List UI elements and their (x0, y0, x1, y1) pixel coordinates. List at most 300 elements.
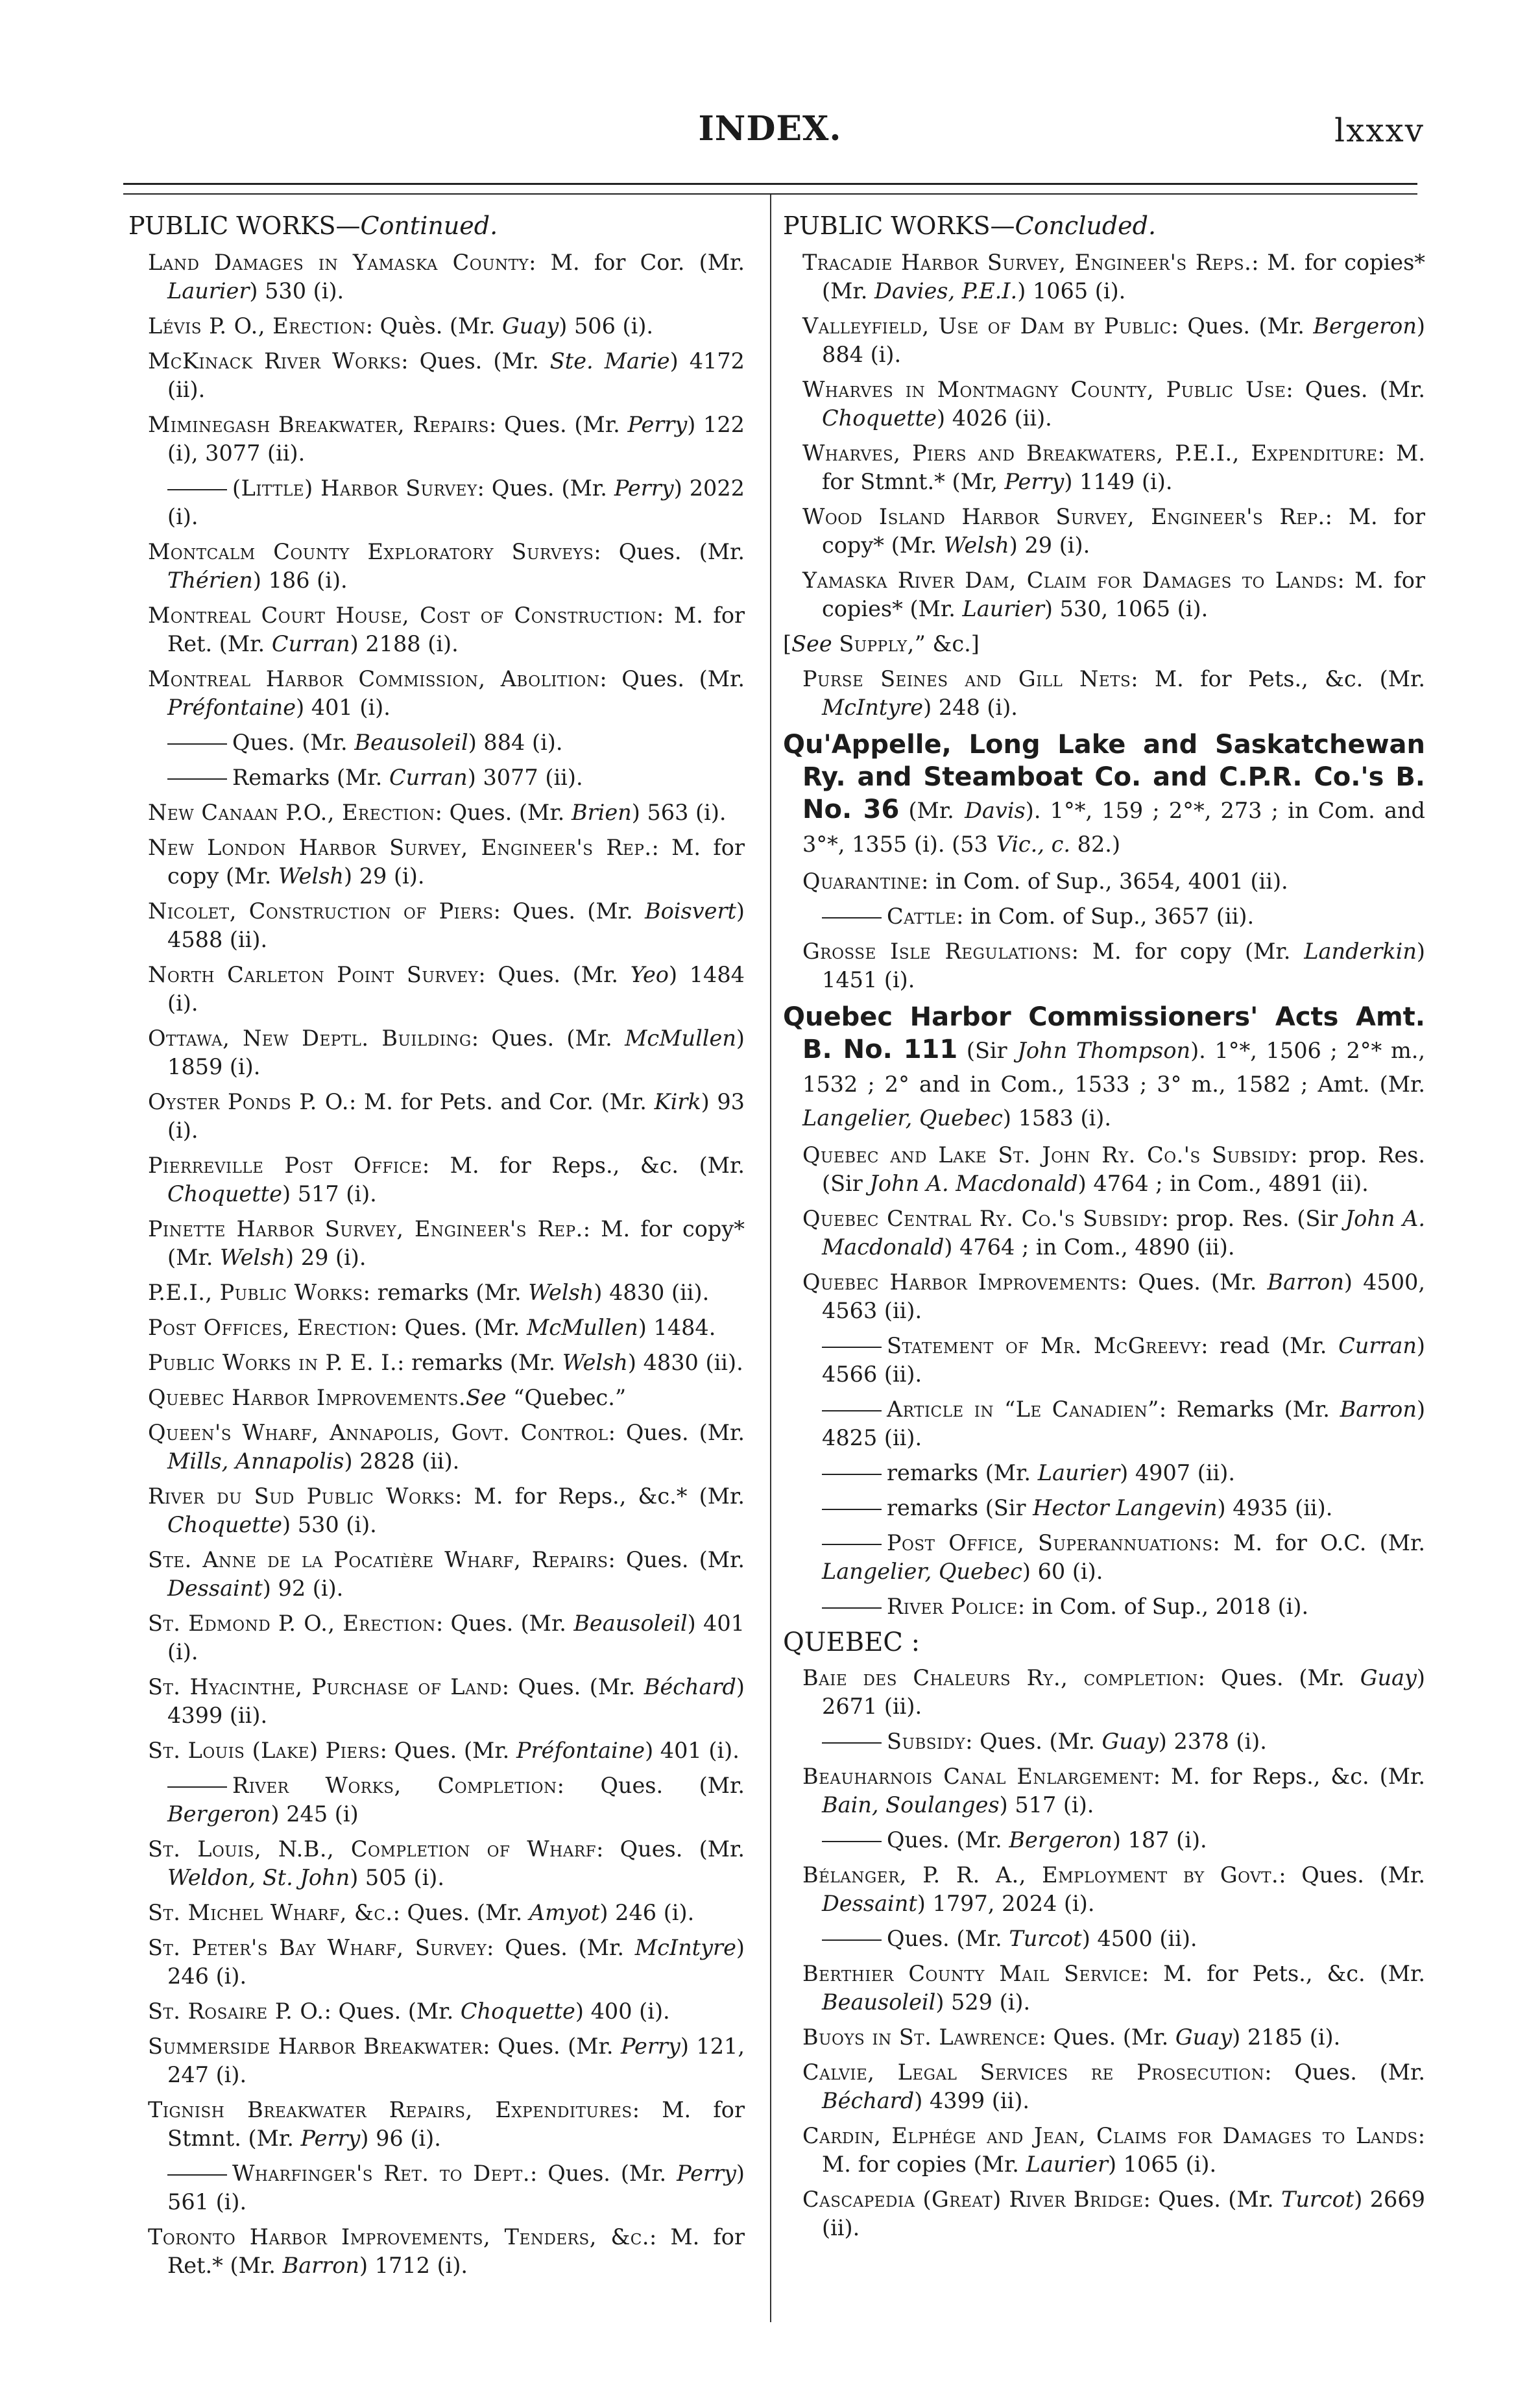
entry-reference: ) 29 (i). (285, 1244, 367, 1270)
entry-text: : M. for Cor. (Mr. (529, 249, 745, 275)
entry-text: : M. for Stmnt.* (Mr, (822, 440, 1425, 494)
entry-text: : in Com. of Sup., 2018 (i). (1017, 1593, 1309, 1619)
entry-member: Perry (621, 2033, 680, 2059)
entry-text: : M. for copies* (Mr. (822, 567, 1425, 621)
heading-text: PUBLIC WORKS (128, 211, 336, 240)
entry-member: Perry (1004, 468, 1065, 494)
entry-reference: ) 92 (i). (262, 1575, 344, 1601)
entry-subject: Yamaska River Dam, Claim for Damages to Lands (802, 567, 1338, 593)
index-entry (128, 798, 745, 827)
entry-reference: ) 29 (i). (343, 863, 425, 889)
bill-rest: ). 1°*, 1506 ; 2°* m., 1532 ; 2° and in Com., 1533 ; 3° m., 1582 ; Amt. (Mr. (802, 1037, 1426, 1097)
entry-text: : M. for Pets., &c. (Mr. (1131, 666, 1425, 691)
entry-member: Dessaint (822, 1890, 917, 1916)
index-entry (128, 1419, 745, 1476)
index-entry (783, 2023, 1425, 2052)
entry-subject: River Works, Completion (232, 1772, 557, 1798)
index-entry (128, 1384, 745, 1412)
entry-reference: ) 4500, 4563 (ii). (822, 1269, 1425, 1323)
entry-text: : remarks (Mr. (397, 1349, 556, 1375)
bill-rest: ). 1°*, 159 ; 2°*, 273 ; in Com. and 3°*, 1355 (i). (53 (802, 797, 1425, 857)
entry-member: Bergeron (1313, 313, 1417, 339)
index-entry (783, 503, 1425, 560)
entry-reference: ) 96 (i). (360, 2125, 441, 2151)
entry-reference: ) 1859 (i). (167, 1025, 745, 1079)
entry-member: Kirk (654, 1088, 701, 1114)
entry-subject: St. Peter's Bay Wharf, Survey (148, 1934, 487, 1960)
entry-reference: ) 246 (i). (167, 1934, 745, 1989)
bill-member: Davis (965, 797, 1026, 823)
index-entry (128, 1024, 745, 1081)
entry-text: : M. for copy (Mr. (1071, 938, 1291, 964)
entry-member: Curran (1338, 1332, 1417, 1358)
entry-member: Davies, P.E.I. (874, 278, 1018, 304)
entry-text: : Ques. (Mr. (1264, 2059, 1425, 2085)
entry-reference: ) 2828 (ii). (344, 1448, 460, 1474)
entry-text: : M. for copies* (Mr. (822, 249, 1426, 304)
bill-rest: (Sir (957, 1037, 1007, 1063)
entry-subject: Bélanger, P. R. A., Employment by Govt. (802, 1862, 1279, 1888)
index-entry (783, 2058, 1425, 2115)
entry-text: : Ques. (Mr. (435, 799, 565, 825)
entry-member: Welsh (562, 1349, 628, 1375)
page-number: lxxxv (1334, 112, 1425, 149)
entry-member: Welsh (943, 532, 1009, 558)
index-entry (128, 1673, 745, 1730)
entry-subject: McKinack River Works (148, 348, 402, 374)
entry-subject: New Canaan P.O., Erection (148, 799, 435, 825)
entry-reference: ) 29 (i). (1009, 532, 1090, 558)
entry-subject: River du Sud Public Works (148, 1483, 455, 1509)
entry-reference: ) 401 (i). (167, 1610, 745, 1664)
entry-reference: ) 401 (i). (296, 694, 391, 720)
entry-text: : M. for Pets., &c. (Mr. (1141, 1960, 1425, 1986)
entry-subject: Quebec Harbor Improvements. (148, 1384, 466, 1410)
bill-entry (783, 1001, 1425, 1134)
heading-suffix: Concluded. (1015, 211, 1157, 240)
entry-reference: ) 248 (i). (923, 694, 1018, 720)
entry-reference: ) 1065 (i). (1107, 2151, 1217, 2177)
entry-member: Yeo (630, 961, 669, 987)
entry-member: Landerkin (1304, 938, 1417, 964)
entry-reference: ) 2378 (i). (1158, 1728, 1267, 1754)
entry-subject: Public Works in P. E. I. (148, 1349, 398, 1375)
entry-text: : M. for Ret. (Mr. (167, 602, 745, 656)
entry-subject: New London Harbor Survey, Engineer's Rep. (148, 834, 652, 860)
entry-text: : M. for O.C. (Mr. (1212, 1530, 1425, 1555)
ditto-dash (822, 1509, 882, 1510)
entry-text: : remarks (Mr. (363, 1279, 522, 1305)
entry-subject: Cattle (887, 903, 957, 929)
entry-reference: ) 1797, 2024 (i). (917, 1890, 1095, 1916)
index-entry (783, 1925, 1425, 1953)
index-entry (783, 312, 1425, 369)
entry-subject: St. Louis (Lake) Piers (148, 1737, 380, 1763)
index-entry (783, 2185, 1425, 2242)
entry-reference: ) 121, 247 (i). (167, 2033, 745, 2087)
index-entry (128, 665, 745, 722)
entry-member: Laurier (1037, 1459, 1120, 1485)
entry-text: remarks (Sir (887, 1495, 1026, 1520)
entry-subject: Wharves in Montmagny County, Public Use (802, 376, 1286, 402)
entry-member: John A. Macdonald (869, 1170, 1078, 1196)
entry-subject: Montreal Court House, Cost of Construction (148, 602, 657, 628)
entry-member: John A. Macdonald (822, 1205, 1425, 1260)
bracket: [ (783, 630, 792, 656)
entry-subject: St. Hyacinthe, Purchase of Land (148, 1674, 502, 1699)
ditto-dash (822, 1607, 882, 1609)
entry-text: : Ques. (Mr. (596, 1836, 745, 1862)
entry-text: : M. for copies (Mr. (822, 2122, 1425, 2177)
entry-member: McIntyre (822, 694, 924, 720)
entry-reference: ) 4830 (ii). (594, 1279, 710, 1305)
index-entry (128, 1279, 745, 1307)
index-entry (128, 2159, 745, 2216)
index-entry (128, 897, 745, 954)
ditto-dash (822, 1841, 882, 1842)
entry-text: : Ques. (Mr. (1143, 2186, 1274, 2212)
entry-text: : M. for copy* (Mr. (167, 1216, 745, 1270)
entry-member: Laurier (962, 595, 1044, 621)
ditto-dash (167, 2174, 227, 2176)
index-entry (128, 1899, 745, 1927)
entry-member: Perry (614, 475, 674, 501)
entry-reference: ) 1712 (i). (359, 2252, 468, 2278)
entry-list (783, 665, 1425, 722)
entry-subject: Tracadie Harbor Survey, Engineer's Reps. (802, 249, 1252, 275)
entry-list (783, 1141, 1425, 1621)
index-entry (128, 1088, 745, 1145)
page-title: INDEX. (698, 109, 842, 149)
index-entry (128, 834, 745, 891)
index-entry (128, 1482, 745, 1539)
entry-text: : Ques. (Mr. (965, 1728, 1095, 1754)
entry-text: : M. for Reps., &c. (Mr. (1153, 1763, 1425, 1789)
entry-text: : Ques. (Mr. (471, 1025, 612, 1051)
header-rule (123, 183, 1417, 185)
entry-text: Ques. (Mr. (887, 1925, 1002, 1951)
entry-member: Bain, Soulanges (822, 1792, 1000, 1818)
entry-text: : Ques. (Mr. (493, 898, 633, 924)
entry-reference: ) 1065 (i). (1017, 278, 1126, 304)
heading-text: PUBLIC WORKS (783, 211, 991, 240)
left-column (128, 211, 745, 2287)
entry-reference: ) 884 (i). (822, 313, 1425, 367)
index-entry (783, 867, 1425, 896)
entry-member: Beausoleil (573, 1610, 688, 1636)
index-entry (128, 1771, 745, 1829)
index-entry (128, 1997, 745, 2026)
entry-member: Perry (677, 2160, 736, 2186)
entry-text: : Ques. (Mr. (594, 538, 745, 564)
entry-subject: Ottawa, New Deptl. Building (148, 1025, 472, 1051)
entry-reference: ) 4399 (ii). (167, 1674, 745, 1728)
entry-subject: Beauharnois Canal Enlargement (802, 1763, 1153, 1789)
entry-reference: ) 122 (i), 3077 (ii). (167, 411, 745, 466)
bill-citation: Vic., c. (996, 831, 1071, 857)
entry-member: Welsh (220, 1244, 286, 1270)
index-entry (783, 1762, 1425, 1819)
entry-reference: ) 186 (i). (252, 567, 348, 593)
entry-reference: “Quebec.” (506, 1384, 627, 1410)
entry-reference: ) 2022 (i). (167, 475, 745, 529)
entry-reference: ) 4172 (ii). (167, 348, 745, 402)
entry-reference: ) 246 (i). (599, 1899, 695, 1925)
entry-member: Béchard (822, 2087, 915, 2113)
entry-member: Choquette (460, 1998, 575, 2024)
entry-member: Curran (389, 764, 468, 790)
entry-member: Béchard (644, 1674, 736, 1699)
entry-subject: St. Michel Wharf, &c. (148, 1899, 393, 1925)
entry-subject: Quebec Harbor Improvements (802, 1269, 1120, 1295)
entry-reference: ) 1484. (638, 1314, 716, 1340)
entry-text: remarks (Mr. (887, 1459, 1031, 1485)
entry-member: Barron (1340, 1396, 1417, 1422)
entry-reference: ) 4764 ; in Com., 4890 (ii). (944, 1234, 1235, 1260)
entry-member: Ste. Marie (549, 348, 670, 374)
entry-text: : Ques. (Mr. (435, 1610, 566, 1636)
entry-list (783, 867, 1425, 994)
ditto-dash (822, 1410, 882, 1411)
entry-reference: ) 1149 (i). (1064, 468, 1173, 494)
entry-subject: Wharves, Piers and Breakwaters, P.E.I., Expenditure (802, 440, 1378, 466)
entry-reference: ) 2669 (ii). (822, 2186, 1425, 2240)
bill-rest: ) 1583 (i). (1002, 1105, 1111, 1131)
entry-subject: Pierreville Post Office (148, 1152, 422, 1178)
entry-reference: ) 530, 1065 (i). (1044, 595, 1209, 621)
index-entry (128, 1934, 745, 1991)
entry-reference: ) 561 (i). (167, 2160, 745, 2215)
entry-subject: Land Damages in Yamaska County (148, 249, 529, 275)
entry-subject: Article in “Le Canadien” (887, 1396, 1159, 1422)
index-entry (128, 1314, 745, 1342)
index-entry (128, 1546, 745, 1603)
index-entry (128, 601, 745, 658)
index-entry (128, 2223, 745, 2280)
ditto-dash (822, 1544, 882, 1545)
entry-reference: ) 4566 (ii). (822, 1332, 1425, 1387)
entry-subject: Lévis P. O., Erection (148, 313, 366, 339)
ditto-dash (822, 1347, 882, 1348)
entry-reference: ) 245 (i) (271, 1801, 359, 1827)
entry-subject: Toronto Harbor Improvements, Tenders, &c. (148, 2224, 650, 2250)
entry-member: Bergeron (1009, 1827, 1113, 1853)
bill-member: John Thompson (1017, 1037, 1191, 1063)
index-entry (128, 961, 745, 1018)
ditto-dash (822, 1474, 882, 1475)
entry-text: : Ques. (Mr. (1120, 1269, 1257, 1295)
entry-text: : Ques. (Mr. (1171, 313, 1305, 339)
entry-member: Barron (282, 2252, 359, 2278)
entry-member: Thérien (167, 567, 253, 593)
entry-subject: Ste. Anne de la Pocatière Wharf, Repairs (148, 1546, 608, 1572)
entry-reference: ) 2185 (i). (1232, 2024, 1341, 2050)
index-entry (783, 1861, 1425, 1918)
entry-text: : in Com. of Sup., 3657 (ii). (956, 903, 1255, 929)
entry-member: Welsh (528, 1279, 594, 1305)
entry-member: Dessaint (167, 1575, 263, 1601)
index-entry (128, 1835, 745, 1892)
entry-subject: Calvie, Legal Services re Prosecution (802, 2059, 1265, 2085)
entry-member: Choquette (167, 1511, 282, 1537)
entry-reference: ) 505 (i). (350, 1864, 444, 1890)
entry-reference: ) 530 (i). (282, 1511, 377, 1537)
entry-text: : M. for Ret.* (Mr. (167, 2224, 745, 2278)
entry-subject: Cardin, Elphége and Jean, Claims for Damages to Lands (802, 2122, 1418, 2148)
entry-subject: Summerside Harbor Breakwater (148, 2033, 483, 2059)
index-entry (783, 566, 1425, 623)
column-divider (770, 195, 771, 2322)
entry-member: Langelier, Quebec (822, 1558, 1022, 1584)
entry-member: Welsh (278, 863, 344, 889)
entry-list (783, 1664, 1425, 2242)
entry-text: : M. for copy (Mr. (167, 834, 745, 889)
entry-reference: ) 4500 (ii). (1081, 1925, 1197, 1951)
entry-member: Guay (502, 313, 559, 339)
index-entry (128, 248, 745, 306)
index-entry (783, 1459, 1425, 1487)
index-entry (783, 1332, 1425, 1389)
entry-text: : Ques. (Mr. (401, 348, 539, 374)
index-entry (783, 665, 1425, 722)
entry-subject: Subsidy (887, 1728, 966, 1754)
ditto-dash (167, 1786, 227, 1788)
entry-subject: (Little) Harbor Survey (232, 475, 477, 501)
index-entry (783, 1826, 1425, 1855)
entry-reference: ) 4935 (ii). (1217, 1495, 1333, 1520)
ditto-dash (822, 1742, 882, 1744)
entry-subject: Wood Island Harbor Survey, Engineer's Rep. (802, 503, 1325, 529)
entry-text: : Ques. (Mr. (483, 2033, 614, 2059)
ditto-dash (167, 743, 227, 745)
index-entry (783, 1395, 1425, 1452)
entry-subject: Buoys in St. Lawrence (802, 2024, 1039, 2050)
entry-text: : M. for Pets. and Cor. (Mr. (349, 1088, 647, 1114)
entry-text: Remarks (Mr. (232, 764, 383, 790)
see-word: See (791, 630, 832, 656)
entry-member: Bergeron (167, 1801, 271, 1827)
ditto-dash (822, 1939, 882, 1941)
entry-text: : Ques. (Mr. (501, 1674, 636, 1699)
entry-text: : prop. Res. (Sir (1161, 1205, 1338, 1231)
entry-member: Laurier (1026, 2151, 1108, 2177)
entry-subject: St. Louis, N.B., Completion of Wharf (148, 1836, 597, 1862)
entry-member: Turcot (1281, 2186, 1354, 2212)
entry-member: Choquette (167, 1181, 282, 1207)
entry-list (128, 248, 745, 2280)
bill-title: Qu'Appelle, Long Lake and Saskatchewan Ry. and Steamboat Co. and C.P.R. Co.'s B. No. 36 (783, 729, 1425, 824)
entry-reference: ) 2188 (i). (350, 630, 459, 656)
index-entry (783, 1529, 1425, 1586)
entry-text: : Ques. (Mr. (557, 1772, 745, 1798)
entry-subject: Baie des Chaleurs Ry., completion (802, 1664, 1198, 1690)
index-entry (783, 902, 1425, 931)
entry-text: : read (Mr. (1201, 1332, 1327, 1358)
entry-reference: ) 1451 (i). (822, 938, 1425, 992)
entry-reference: ) 401 (i). (645, 1737, 740, 1763)
entry-member: Laurier (167, 278, 250, 304)
entry-member: Brien (571, 799, 632, 825)
entry-text: : Ques. (Mr. (1279, 1862, 1425, 1888)
entry-reference: ) 3077 (ii). (467, 764, 583, 790)
entry-subject: P.E.I., Public Works (148, 1279, 363, 1305)
entry-reference: ) 517 (i). (282, 1181, 377, 1207)
entry-member: Beausoleil (354, 729, 468, 755)
entry-reference: ) 4026 (ii). (936, 405, 1052, 431)
entry-reference: ) 4907 (ii). (1120, 1459, 1235, 1485)
index-entry (128, 1215, 745, 1272)
entry-text: : prop. Res. (Sir (822, 1142, 1425, 1196)
index-entry (128, 1736, 745, 1765)
entry-text: : Ques. (Mr. (478, 961, 619, 987)
entry-text: : in Com. of Sup., 3654, 4001 (ii). (921, 868, 1288, 894)
entry-reference: ) 506 (i). (559, 313, 654, 339)
entry-subject: River Police (887, 1593, 1018, 1619)
entry-subject: Purse Seines and Gill Nets (802, 666, 1131, 691)
entry-subject: Post Offices, Erection (148, 1314, 391, 1340)
index-entry (128, 538, 745, 595)
section-heading-quebec: QUEBEC : (783, 1627, 920, 1657)
entry-reference: ) 517 (i). (999, 1792, 1094, 1818)
entry-text: : Ques. (Mr. (487, 1934, 625, 1960)
index-entry (783, 439, 1425, 496)
bill-rest: 82.) (1070, 831, 1121, 857)
index-entry (783, 248, 1425, 306)
entry-subject: Statement of Mr. McGreevy (887, 1332, 1201, 1358)
entry-member: Guay (1175, 2024, 1233, 2050)
index-entry (128, 1609, 745, 1666)
index-entry (783, 937, 1425, 994)
index-entry (128, 347, 745, 404)
entry-reference: ) 530 (i). (249, 278, 344, 304)
entry-reference: ) 563 (i). (631, 799, 727, 825)
entry-subject: Miminegash Breakwater, Repairs (148, 411, 489, 437)
entry-reference: ) 400 (i). (575, 1998, 670, 2024)
entry-member: McMullen (526, 1314, 638, 1340)
entry-subject: Montcalm County Exploratory Surveys (148, 538, 594, 564)
entry-text: : M. for Stmnt. (Mr. (167, 2096, 745, 2151)
entry-text: : Remarks (Mr. (1159, 1396, 1330, 1422)
entry-subject: St. Edmond P. O., Erection (148, 1610, 436, 1636)
entry-member: Barron (1267, 1269, 1344, 1295)
entry-text: : Ques. (Mr. (599, 666, 745, 691)
index-entry (783, 1664, 1425, 1721)
entry-member: Préfontaine (167, 694, 296, 720)
index-entry (128, 1151, 745, 1208)
index-entry (128, 2032, 745, 2089)
index-entry (128, 411, 745, 468)
index-entry (783, 1205, 1425, 1262)
entry-text: Ques. (Mr. (887, 1827, 1002, 1853)
entry-reference: ) 529 (i). (935, 1989, 1031, 2015)
ditto-dash (822, 917, 882, 918)
entry-subject: Valleyfield, Use of Dam by Public (802, 313, 1172, 339)
entry-subject: Nicolet, Construction of Piers (148, 898, 494, 924)
entry-member: Boisvert (645, 898, 736, 924)
entry-text: : Ques. (Mr. (530, 2160, 667, 2186)
entry-text: : M. for copy* (Mr. (822, 503, 1425, 558)
entry-subject: Wharfinger's Ret. to Dept. (232, 2160, 531, 2186)
index-entry (128, 728, 745, 757)
entry-reference: ) 4764 ; in Com., 4891 (ii). (1077, 1170, 1369, 1196)
entry-text: : M. for Reps., &c.* (Mr. (455, 1483, 745, 1509)
entry-subject: North Carleton Point Survey (148, 961, 479, 987)
index-entry (128, 2096, 745, 2153)
entry-member: Perry (300, 2125, 361, 2151)
entry-subject: Quebec and Lake St. John Ry. Co.'s Subsidy (802, 1142, 1291, 1168)
entry-text: : Quès. (Mr. (365, 313, 496, 339)
see-target: Supply, (839, 630, 915, 656)
